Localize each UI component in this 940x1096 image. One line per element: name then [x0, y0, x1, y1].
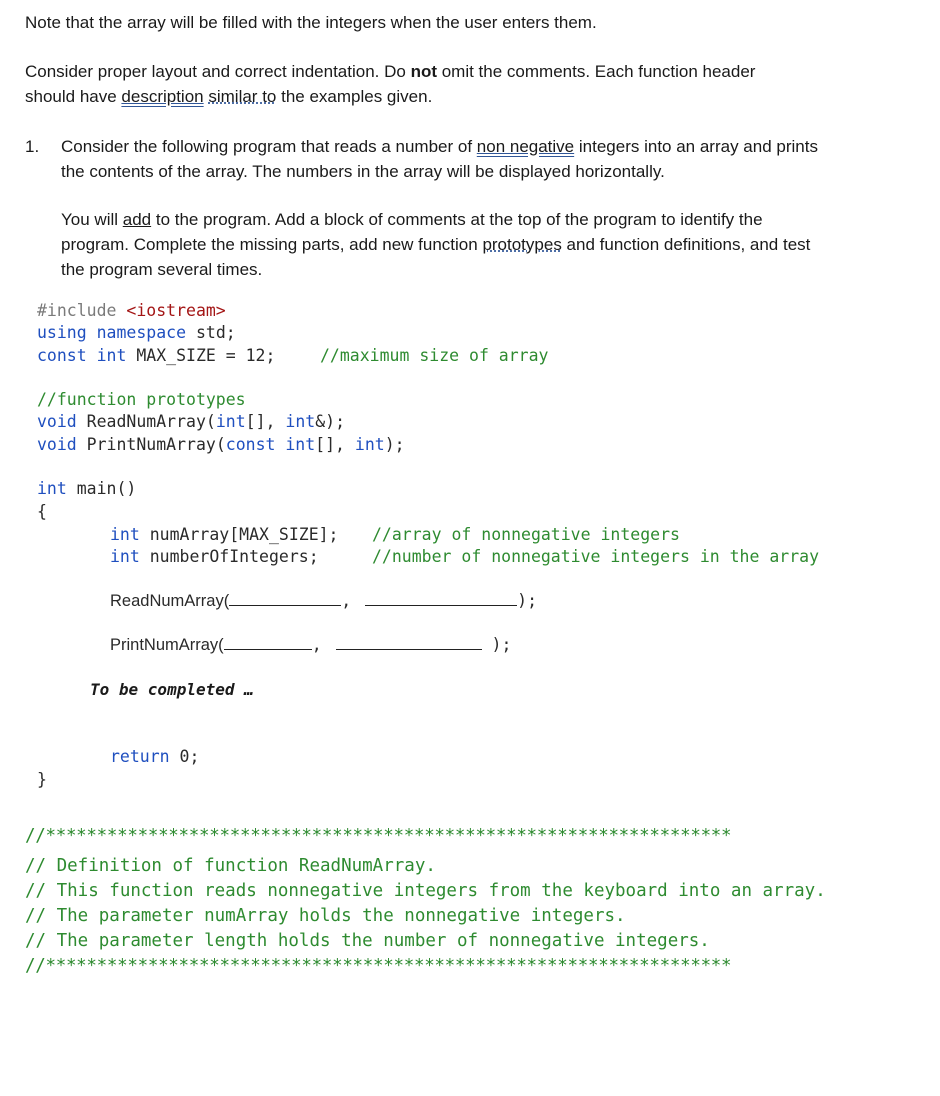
call2-sep: ,: [311, 635, 322, 654]
grammar-add: add: [122, 210, 152, 229]
code-brace-close: }: [37, 770, 47, 789]
code-decl2-comment: //number of nonnegative integers in the array: [372, 547, 820, 566]
call2-name: PrintNumArray(: [110, 636, 224, 654]
code-using: [37, 322, 236, 344]
para2-line2-post: and function definitions, and test: [561, 235, 811, 254]
code-call1: [110, 590, 537, 612]
proto1-mid: [],: [245, 412, 286, 431]
task-line1-post: integers into an array and prints: [574, 137, 818, 156]
proto2-mid: [],: [315, 435, 355, 454]
grammar-prototypes: prototypes: [482, 235, 562, 254]
main-rest: main(): [66, 479, 137, 498]
code-return: [110, 746, 199, 768]
layout-bold: not: [410, 62, 437, 81]
block-comment-line2: // This function reads nonnegative integers from the keyboard into an array.: [25, 881, 826, 901]
blank-call2-arg2[interactable]: [336, 634, 482, 650]
proto2-const: const int: [225, 435, 316, 454]
blank-call1-arg2[interactable]: [365, 590, 517, 606]
return-keyword: return: [110, 747, 170, 766]
code-const: [37, 345, 275, 367]
using-keyword: using namespace: [37, 323, 187, 342]
code-proto2: [37, 434, 405, 456]
proto2-end: );: [384, 435, 405, 454]
intro-note: Note that the array will be filled with the integers when the user enters them.: [25, 13, 597, 32]
call1-sep: ,: [341, 591, 352, 610]
code-decl1: [110, 524, 339, 546]
code-main: [37, 478, 136, 500]
block-comment-line1: // Definition of function ReadNumArray.: [25, 856, 436, 876]
task-para2-line2: [61, 232, 810, 257]
code-proto-comment: //function prototypes: [37, 390, 246, 409]
code-include: [37, 300, 226, 322]
block-comment-stars-top: //*******************************************************************: [25, 826, 732, 846]
proto2-name: PrintNumArray(: [76, 435, 226, 454]
code-todo: To be completed …: [90, 680, 254, 699]
decl2-rest: numberOfIntegers;: [139, 547, 319, 566]
para2-line1-pre: You will: [61, 210, 123, 229]
const-keyword: const int: [37, 346, 127, 365]
include-lib: <iostream>: [126, 301, 226, 320]
layout-pre: Consider proper layout and correct indentation. Do: [25, 62, 411, 81]
layout-instruction-line1: [25, 59, 755, 84]
proto1-int: int: [215, 412, 246, 431]
include-directive: #include: [37, 301, 127, 320]
code-call2: [110, 634, 511, 656]
task-line1-pre: Consider the following program that reads a number of: [61, 137, 477, 156]
code-decl1-comment: //array of nonnegative integers: [372, 525, 680, 544]
const-rest: MAX_SIZE = 12;: [126, 346, 276, 365]
return-rest: 0;: [169, 747, 200, 766]
call2-end: );: [481, 635, 512, 654]
call1-name: ReadNumArray(: [110, 592, 230, 610]
grammar-similar-to: similar to: [208, 87, 277, 106]
layout-instruction-line2: [25, 84, 432, 109]
task-para2-line3: the program several times.: [61, 260, 263, 279]
para2-line1-post: to the program. Add a block of comments at the top of the program to identify the: [151, 210, 763, 229]
para2-line2-pre: program. Complete the missing parts, add new function: [61, 235, 483, 254]
code-decl2: [110, 546, 319, 568]
proto2-void: void: [37, 435, 77, 454]
code-brace-open: {: [37, 502, 47, 521]
block-comment-line3: // The parameter numArray holds the nonnegative integers.: [25, 906, 626, 926]
proto1-int2: int: [285, 412, 316, 431]
task-para2-line1: [61, 207, 763, 232]
block-comment-line4: // The parameter length holds the number of nonnegative integers.: [25, 931, 710, 951]
proto1-end: &);: [315, 412, 346, 431]
task-number: 1.: [25, 137, 40, 156]
blank-call2-arg1[interactable]: [224, 634, 312, 650]
code-proto1: [37, 411, 345, 433]
blank-call1-arg1[interactable]: [229, 590, 341, 606]
spellcheck-non-negative: non negative: [476, 137, 575, 156]
task-line1: [61, 134, 818, 159]
decl2-int: int: [110, 547, 140, 566]
call1-end: );: [517, 591, 538, 610]
layout-line2-pre: should have: [25, 87, 122, 106]
block-comment-stars-bottom: //*******************************************************************: [25, 956, 732, 976]
proto1-name: ReadNumArray(: [76, 412, 216, 431]
proto1-void: void: [37, 412, 77, 431]
proto2-int: int: [354, 435, 385, 454]
layout-line2-post: the examples given.: [276, 87, 433, 106]
layout-post: omit the comments. Each function header: [437, 62, 756, 81]
decl1-rest: numArray[MAX_SIZE];: [139, 525, 339, 544]
decl1-int: int: [110, 525, 140, 544]
using-rest: std;: [186, 323, 236, 342]
task-line2: the contents of the array. The numbers in the array will be displayed horizontally.: [61, 162, 665, 181]
main-int: int: [37, 479, 67, 498]
code-const-comment: //maximum size of array: [320, 346, 549, 365]
spellcheck-description: description: [121, 87, 204, 106]
